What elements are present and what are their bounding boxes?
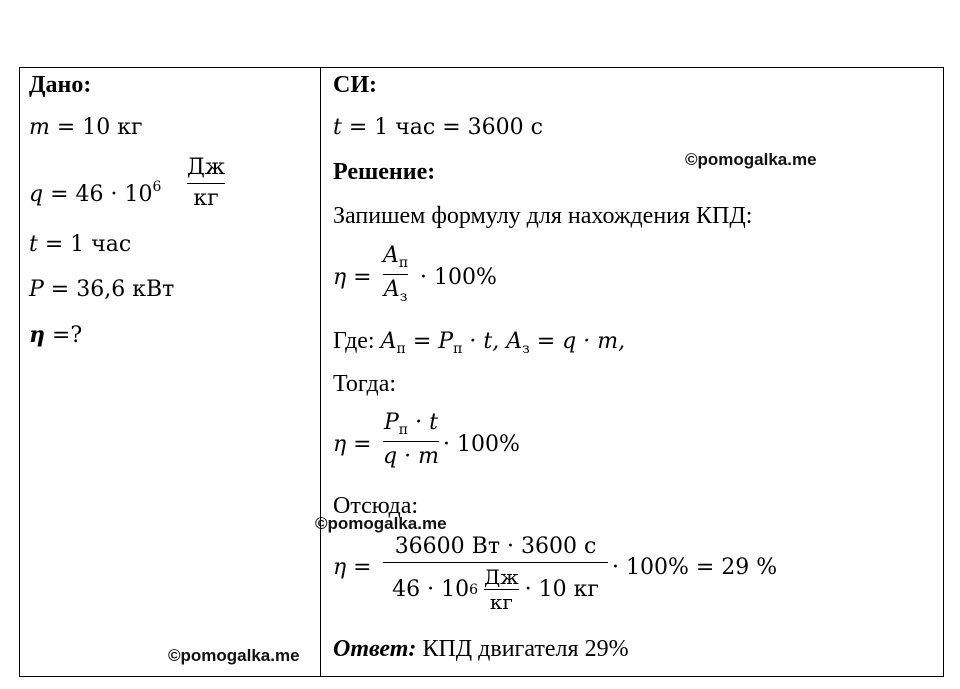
watermark-middle: ©pomogalka.me	[315, 514, 447, 533]
answer-line: Ответ: КПД двигателя 29%	[333, 636, 629, 662]
formula1-tail: · 100%	[420, 265, 497, 290]
then-label: Тогда:	[333, 371, 397, 397]
given-mass: m = 10 кг	[29, 115, 143, 140]
solution-heading: Решение:	[333, 159, 436, 185]
given-time: t = 1 час	[29, 232, 132, 257]
given-heading: Дано:	[29, 72, 92, 98]
given-heat-unit-fraction: Дж кг	[187, 155, 226, 211]
where-line: Где: $A_п = P_п \cdot t$, $A_з = q \cdot m$,	[333, 328, 626, 357]
hence-label: Отсюда:	[333, 493, 419, 519]
given-efficiency-unknown: η =?	[29, 322, 83, 348]
solution-intro: Запишем формулу для нахождения КПД:	[333, 203, 753, 229]
si-time: t = 1 час = 3600 с	[333, 115, 543, 140]
formula2-tail: · 100%	[443, 432, 520, 457]
watermark-top: ©pomogalka.me	[685, 150, 817, 169]
given-power: P = 36,6 кВт	[29, 277, 175, 302]
formula1-lhs: η =	[333, 265, 372, 290]
formula2-fraction: $P_п \cdot t$ q · m	[383, 410, 439, 469]
formula2-lhs: η =	[333, 432, 372, 457]
formula1-fraction: $A_п$ $A_з$	[383, 243, 409, 305]
si-heading: СИ:	[333, 72, 377, 98]
column-divider	[320, 67, 321, 677]
given-heat-value: $q = 46 \cdot 10^6$	[29, 179, 162, 207]
formula3-lhs: η =	[333, 555, 372, 580]
watermark-bottom: ©pomogalka.me	[168, 646, 300, 665]
formula3-tail: · 100% = 29 %	[612, 555, 778, 580]
formula3-fraction: 36600 Вт · 3600 с 46 · 10 6 Дж кг · 10 кг	[383, 536, 608, 612]
